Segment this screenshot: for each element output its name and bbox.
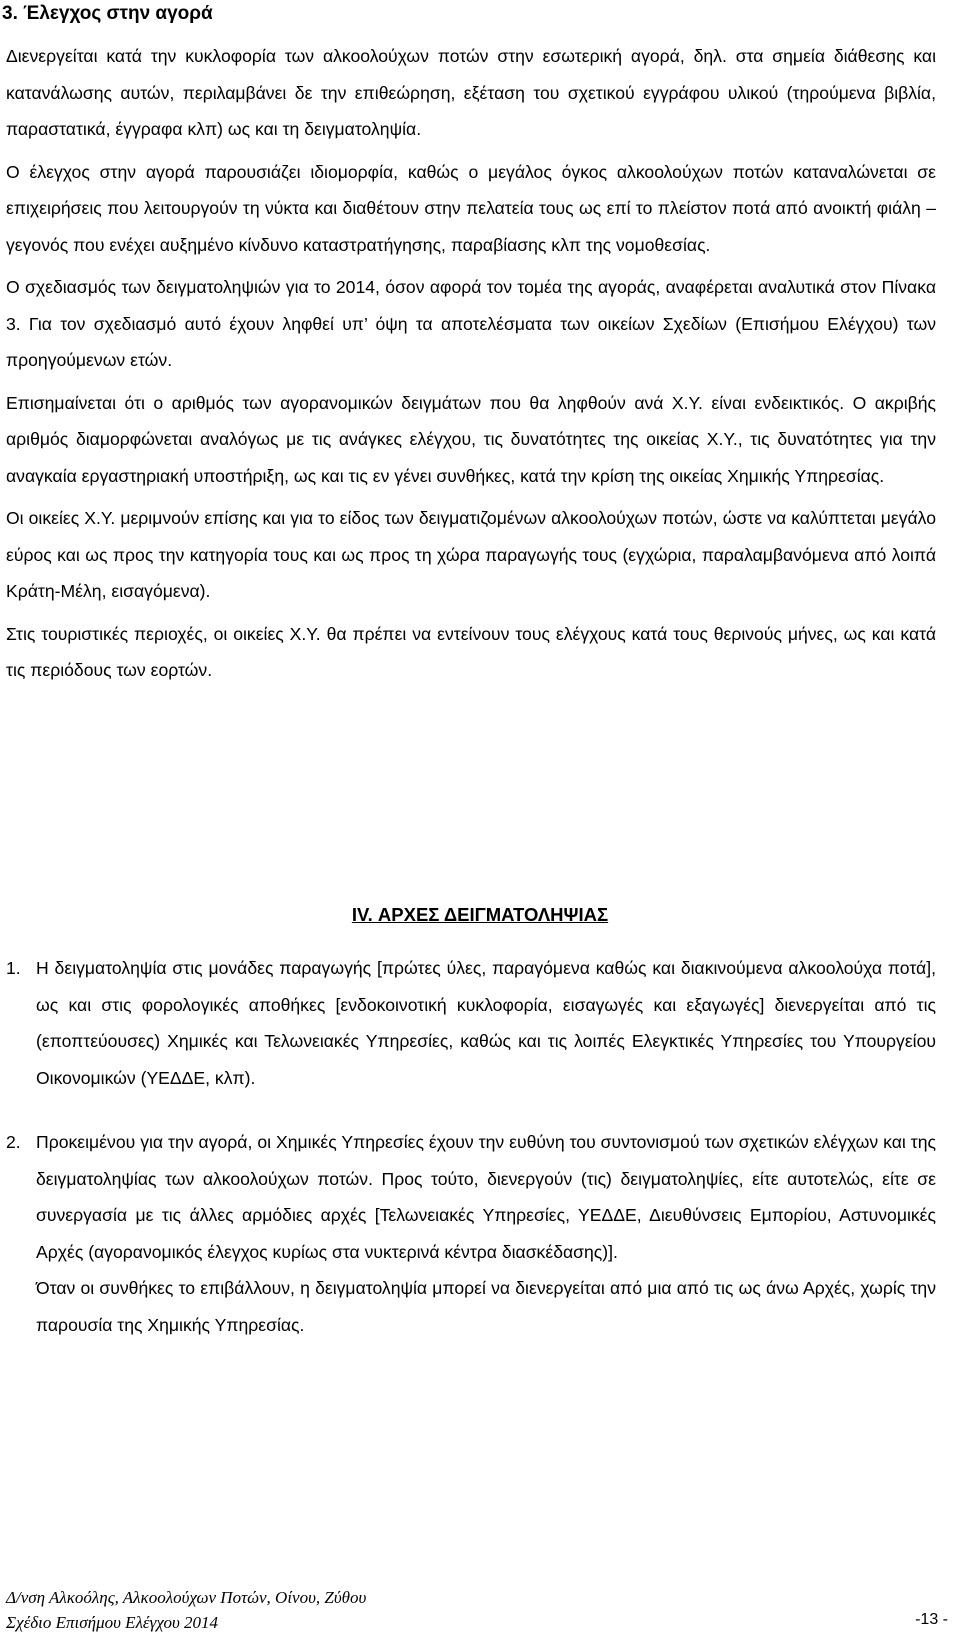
list-item-text: Προκειμένου για την αγορά, οι Χημικές Υπηρεσίες έχουν την ευθύνη του συντονισμού των σχετικών ελέγχων και της δειγματοληψίας των αλκοολούχων ποτών. Προς τούτο, διενεργούν (τις) δειγματοληψίες, είτε αυτοτελώς, είτε σε συνεργασία με τις άλλες αρμόδιες αρχές [Τελωνειακές Υπηρεσίες, ΥΕΔΔΕ, Διευθύνσεις Εμπορίου, Αστυνομικές Αρχές (αγορανομικός έλεγχος κυρίως στα νυκτερινά κέντρα διασκέδασης)].	[36, 1132, 936, 1262]
list-item	[6, 950, 936, 1096]
list-item-number: 1.	[6, 958, 21, 978]
list-item-text: Η δειγματοληψία στις μονάδες παραγωγής [πρώτες ύλες, παραγόμενα καθώς και διακινούμενα αλκοολούχα ποτά], ως και στις φορολογικές αποθήκες [ενδοκοινοτική κυκλοφορία, εισαγωγές και εξαγωγές] διενεργείται από τις (εποπτεύουσες) Χημικές και Τελωνειακές Υπηρεσίες, καθώς και τις λοιπές Ελεγκτικές Υπηρεσίες του Υπουργείου Οικονομικών (ΥΕΔΔΕ, κλπ).	[36, 958, 936, 1088]
footer-department: Δ/νση Αλκοόλης, Αλκοολούχων Ποτών, Οίνου, Ζύθου	[6, 1588, 367, 1607]
list-item	[6, 1124, 936, 1343]
paragraph-scope: Διενεργείται κατά την κυκλοφορία των αλκοολούχων ποτών στην εσωτερική αγορά, δηλ. στα σημεία διάθεσης και κατανάλωσης αυτών, περιλαμβάνει δε την επιθεώρηση, εξέταση του σχετικού εγγράφου υλικού (τηρούμενα βιβλία, παραστατικά, έγγραφα κλπ) ως και τη δειγματοληψία.	[6, 46, 936, 139]
footer-plan-title: Σχέδιο Επισήμου Ελέγχου 2014	[6, 1613, 219, 1632]
list-item-number: 2.	[6, 1132, 21, 1152]
paragraph-sample-count: Επισημαίνεται ότι ο αριθμός των αγορανομικών δειγμάτων που θα ληφθούν ανά Χ.Υ. είναι ενδεικτικός. Ο ακριβής αριθμός διαμορφώνεται αναλόγως με τις ανάγκες ελέγχου, τις δυνατότητες της οικείας Χ.Υ., τις δυνατότητες για την αναγκαία εργαστηριακή υποστήριξη, ως και τις εν γένει συνθήκες, κατά την κρίση της οικείας Χημικής Υπηρεσίας.	[6, 392, 936, 486]
paragraph-planning: Ο σχεδιασμός των δειγματοληψιών για το 2014, όσον αφορά τον τομέα της αγοράς, αναφέρεται αναλυτικά στον Πίνακα 3. Για τον σχεδιασμό αυτό έχουν ληφθεί υπ’ όψη τα αποτελέσματα των οικείων Σχεδίων (Επισήμου Ελέγχου) των προηγούμενων ετών.	[6, 277, 936, 370]
paragraph-tourist-areas: Στις τουριστικές περιοχές, οι οικείες Χ.Υ. θα πρέπει να εντείνουν τους ελέγχους κατά τους θερινούς μήνες, ως και κατά τις περιόδους των εορτών.	[6, 623, 936, 680]
paragraph-peculiarity: Ο έλεγχος στην αγορά παρουσιάζει ιδιομορφία, καθώς ο μεγάλος όγκος αλκοολούχων ποτών καταναλώνεται σε επιχειρήσεις που λειτουργούν τη νύκτα και διαθέτουν στην πελατεία τους ως επί το πλείστον ποτά από ανοικτή φιάλη – γεγονός που ενέχει αυξημένο κίνδυνο καταστρατήγησης, παραβίασης κλπ της νομοθεσίας.	[6, 161, 936, 255]
principles-list	[6, 950, 936, 1343]
paragraph-product-range: Οι οικείες Χ.Υ. μεριμνούν επίσης και για το είδος των δειγματιζομένων αλκοολούχων ποτών, ώστε να καλύπτεται μεγάλο εύρος και ως προς την κατηγορία τους και ως προς τη χώρα παραγωγής τους (εγχώρια, παραλαμβανόμενα από λοιπά Κράτη-Μέλη, εισαγόμενα).	[6, 508, 936, 601]
page-number: -13 -	[915, 1611, 948, 1628]
section-body	[6, 38, 936, 689]
page-footer	[6, 1585, 946, 1635]
list-item-text: Όταν οι συνθήκες το επιβάλλουν, η δειγματοληψία μπορεί να διενεργείται από μια από τις ως άνω Αρχές, χωρίς την παρουσία της Χημικής Υπηρεσίας.	[36, 1278, 936, 1335]
chapter-heading: IV. ΑΡΧΕΣ ΔΕΙΓΜΑΤΟΛΗΨΙΑΣ	[351, 904, 609, 925]
section-heading: 3. Έλεγχος στην αγορά	[2, 3, 213, 24]
